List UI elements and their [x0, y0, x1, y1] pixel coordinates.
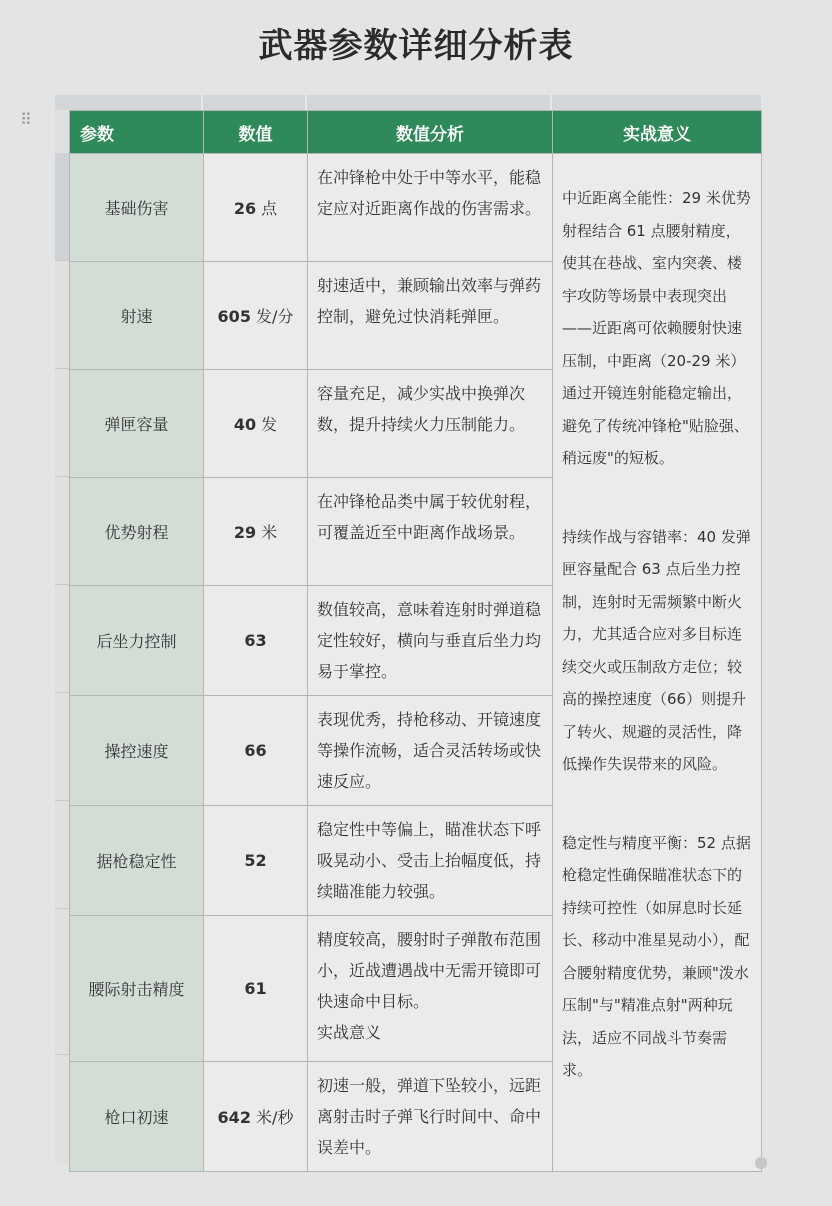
value-unit: 点 [261, 199, 278, 218]
value-unit: 发/分 [256, 307, 294, 326]
analysis-cell[interactable]: 在冲锋枪中处于中等水平，能稳定应对近距离作战的伤害需求。 [308, 154, 553, 262]
analysis-extra-text: 实战意义 [317, 1023, 382, 1042]
table-row [70, 154, 762, 262]
value-number: 66 [244, 741, 267, 760]
param-cell[interactable]: 据枪稳定性 [70, 806, 204, 916]
column-select-strip[interactable] [55, 95, 761, 110]
value-number: 29 [233, 523, 257, 542]
significance-cell[interactable] [553, 154, 762, 1172]
value-number: 26 [233, 199, 257, 218]
analysis-cell[interactable]: 初速一般，弹道下坠较小，远距离射击时子弹飞行时间中、命中误差中。 [308, 1062, 553, 1172]
value-cell[interactable] [204, 916, 308, 1062]
page-title: 武器参数详细分析表 [258, 26, 574, 66]
row-gutter[interactable] [55, 110, 69, 1164]
value-number: 605 [217, 307, 251, 326]
value-cell[interactable] [204, 370, 308, 478]
value-cell[interactable] [204, 478, 308, 586]
weapon-params-table [69, 110, 762, 1172]
value-cell[interactable] [204, 154, 308, 262]
value-number: 61 [244, 979, 267, 998]
param-cell[interactable]: 操控速度 [70, 696, 204, 806]
analysis-cell[interactable]: 数值较高，意味着连射时弹道稳定性较好，横向与垂直后坐力均易于掌控。 [308, 586, 553, 696]
header-analysis[interactable]: 数值分析 [308, 111, 553, 154]
value-number: 63 [244, 631, 267, 650]
significance-paragraph: 中近距离全能性：29 米优势射程结合 61 点腰射精度，使其在巷战、室内突袭、楼宇攻防等场景中表现突出——近距离可依赖腰射快速压制，中距离（20-29 米）通过开镜连射能稳定输出，避免了传统冲锋枪"贴脸强、稍远废"的短板。 [562, 189, 751, 467]
param-cell[interactable]: 弹匣容量 [70, 370, 204, 478]
significance-paragraph: 稳定性与精度平衡：52 点据枪稳定性确保瞄准状态下的持续可控性（如屏息时长延长、移动中准星晃动小），配合腰射精度优势，兼顾"泼水压制"与"精准点射"两种玩法，适应不同战斗节奏需求。 [562, 833, 751, 1079]
param-cell[interactable]: 基础伤害 [70, 154, 204, 262]
analysis-cell[interactable]: 稳定性中等偏上，瞄准状态下呼吸晃动小、受击上抬幅度低，持续瞄准能力较强。 [308, 806, 553, 916]
value-unit: 发 [261, 415, 278, 434]
param-cell[interactable]: 后坐力控制 [70, 586, 204, 696]
value-cell[interactable] [204, 806, 308, 916]
table-header-row [70, 111, 762, 154]
analysis-cell[interactable]: 表现优秀，持枪移动、开镜速度等操作流畅，适合灵活转场或快速反应。 [308, 696, 553, 806]
param-cell[interactable]: 优势射程 [70, 478, 204, 586]
header-value[interactable]: 数值 [204, 111, 308, 154]
value-cell[interactable] [204, 1062, 308, 1172]
param-cell[interactable]: 腰际射击精度 [70, 916, 204, 1062]
header-param[interactable]: 参数 [70, 111, 204, 154]
value-number: 52 [244, 851, 267, 870]
row-gutter-active [55, 153, 69, 260]
value-unit: 米/秒 [256, 1108, 294, 1127]
analysis-cell[interactable]: 容量充足，减少实战中换弹次数，提升持续火力压制能力。 [308, 370, 553, 478]
analysis-cell[interactable]: 在冲锋枪品类中属于较优射程，可覆盖近至中距离作战场景。 [308, 478, 553, 586]
value-number: 642 [217, 1108, 251, 1127]
value-cell[interactable] [204, 262, 308, 370]
analysis-cell[interactable] [308, 916, 553, 1062]
analysis-text: 精度较高，腰射时子弹散布范围小，近战遭遇战中无需开镜即可快速命中目标。 [317, 930, 542, 1011]
analysis-cell[interactable]: 射速适中，兼顾输出效率与弹药控制，避免过快消耗弹匣。 [308, 262, 553, 370]
header-significance[interactable]: 实战意义 [553, 111, 762, 154]
value-number: 40 [233, 415, 257, 434]
value-cell[interactable] [204, 586, 308, 696]
param-cell[interactable]: 枪口初速 [70, 1062, 204, 1172]
significance-paragraph: 持续作战与容错率：40 发弹匣容量配合 63 点后坐力控制，连射时无需频繁中断火力，尤其适合应对多目标连续交火或压制敌方走位；较高的操控速度（66）则提升了转火、规避的灵活性，降低操作失误带来的风险。 [562, 527, 751, 773]
param-cell[interactable]: 射速 [70, 262, 204, 370]
table-container [55, 95, 761, 1164]
value-cell[interactable] [204, 696, 308, 806]
value-unit: 米 [261, 523, 278, 542]
table-resize-handle[interactable] [755, 1157, 767, 1169]
drag-handle-icon[interactable]: ⠿ [20, 110, 34, 129]
